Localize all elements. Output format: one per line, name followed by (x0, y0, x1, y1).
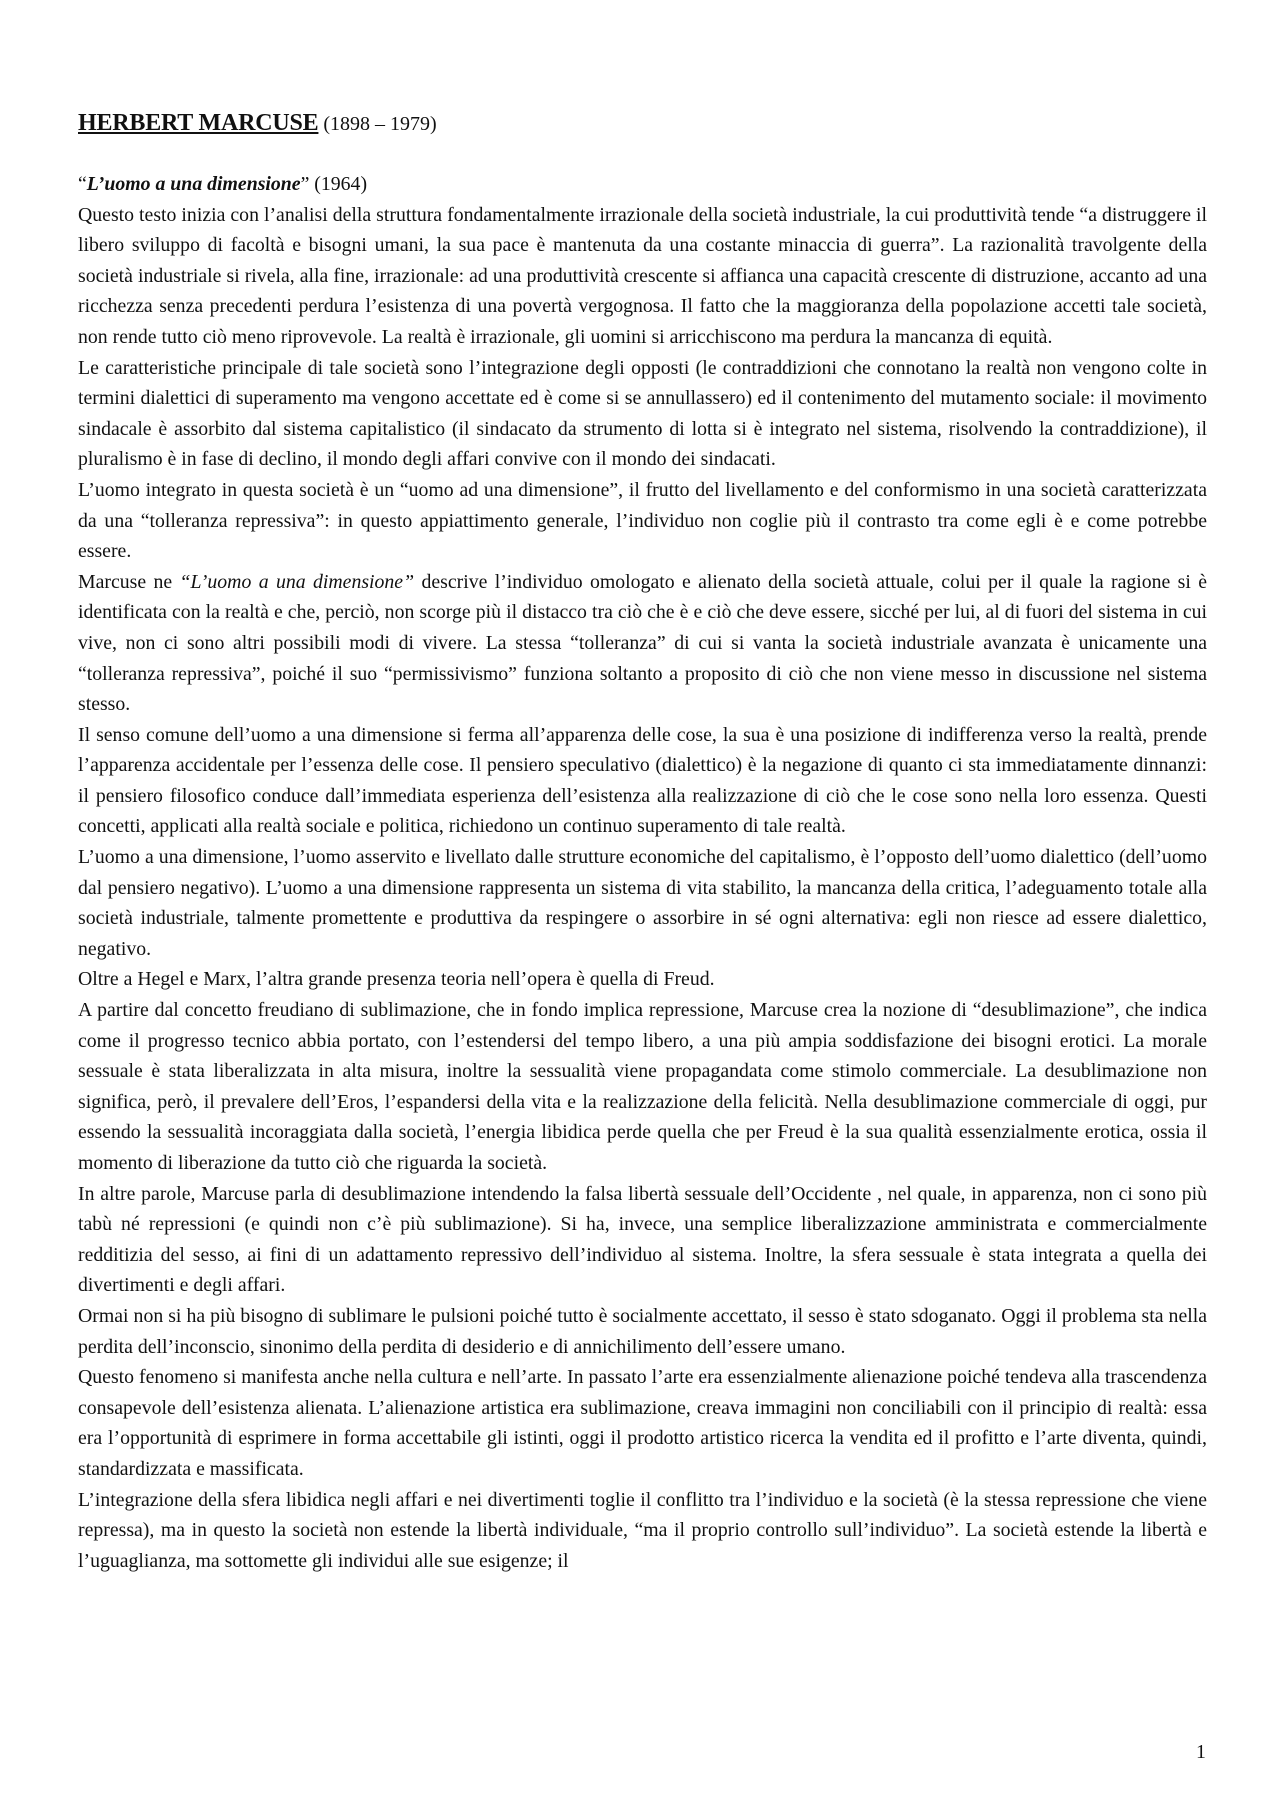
paragraph-3: L’uomo integrato in questa società è un “uomo ad una dimensione”, il frutto del livellamento e del conformismo in una società caratterizzata da una “tolleranza repressiva”: in questo appiattimento generale, l’individuo non coglie più il contrasto tra come egli è e come potrebbe essere. (78, 478, 1207, 563)
paragraph-4-lead: Marcuse ne (78, 570, 180, 593)
paragraph-8: A partire dal concetto freudiano di sublimazione, che in fondo implica repressione, Marcuse crea la nozione di “desublimazione”, che indica come il progresso tecnico abbia portato, con l’estendersi del tempo libero, a una più ampia soddisfazione dei bisogni erotici. La morale sessuale è stata liberalizzata in alta misura, inoltre la sessualità viene propagandata come stimolo commerciale. La desublimazione non significa, però, il prevalere dell’Eros, l’espandersi della vita e la realizzazione della felicità. Nella desublimazione commerciale di oggi, pur essendo la sessualità incoraggiata dalla società, l’energia libidica perde quella che per Freud è la sua qualità essenzialmente erotica, ossia il momento di liberazione da tutto ciò che riguarda la società. (78, 999, 1207, 1174)
author-name: HERBERT MARCUSE (78, 110, 319, 136)
work-title-open-quote: “ (78, 173, 87, 195)
author-years: (1898 – 1979) (323, 113, 437, 135)
paragraph-1: Questo testo inizia con l’analisi della struttura fondamentalmente irrazionale della società industriale, la cui produttività tende “a distruggere il libero sviluppo di facoltà e bisogni umani, la sua pace è mantenuta da una costante minaccia di guerra”. La razionalità travolgente della società industriale si rivela, alla fine, irrazionale: ad una produttività crescente si affianca una capacità crescente di distruzione, accanto ad una ricchezza senza precedenti perdura l’esistenza di una povertà vergognosa. Il fatto che la maggioranza della popolazione accetti tale società, non rende tutto ciò meno riprovevole. La realtà è irrazionale, gli uomini si arricchiscono ma perdura la mancanza di equità. (78, 203, 1207, 348)
paragraph-12: L’integrazione della sfera libidica negli affari e nei divertimenti toglie il conflitto tra l’individuo e la società (è la stessa repressione che viene repressa), ma in questo la società non estende la libertà individuale, “ma il proprio controllo sull’individuo”. La società estende la libertà e l’uguaglianza, ma sottomette gli individui alle sue esigenze; il (78, 1488, 1207, 1572)
work-title-year: ” (1964) (300, 173, 368, 195)
work-title-line (78, 169, 1207, 200)
document-heading (78, 106, 1207, 141)
document-page (78, 106, 1207, 1576)
paragraph-10: Ormai non si ha più bisogno di sublimare le pulsioni poiché tutto è socialmente accettato, il sesso è stato sdoganato. Oggi il problema sta nella perdita dell’inconscio, sinonimo della perdita di desiderio e di annichilimento dell’essere umano. (78, 1304, 1207, 1358)
paragraph-4-italic-title: “L’uomo a una dimensione” (179, 570, 415, 593)
paragraph-4 (78, 567, 1207, 720)
paragraph-9: In altre parole, Marcuse parla di desublimazione intendendo la falsa libertà sessuale dell’Occidente , nel quale, in apparenza, non ci sono più tabù né repressioni (e quindi non c’è più sublimazione). Si ha, invece, una semplice liberalizzazione amministrata e commercialmente redditizia del sesso, ai fini di un adattamento repressivo dell’individuo al sistema. Inoltre, la sfera sessuale è stata integrata a quella dei divertimenti e degli affari. (78, 1182, 1207, 1297)
paragraph-11: Questo fenomeno si manifesta anche nella cultura e nell’arte. In passato l’arte era essenzialmente alienazione poiché tendeva alla trascendenza consapevole dell’esistenza alienata. L’alienazione artistica era sublimazione, creava immagini non conciliabili con il principio di realtà: essa era l’opportunità di esprimere in forma accettabile gli istinti, oggi il prodotto artistico ricerca la vendita ed il profitto e l’arte diventa, quindi, standardizzata e massificata. (78, 1366, 1207, 1480)
page-number: 1 (1196, 1741, 1206, 1763)
paragraph-6: L’uomo a una dimensione, l’uomo asservito e livellato dalle strutture economiche del capitalismo, è l’opposto dell’uomo dialettico (dell’uomo dal pensiero negativo). L’uomo a una dimensione rappresenta un sistema di vita stabilito, la mancanza della critica, l’adeguamento totale alla società industriale, talmente promettente e produttiva da respingere o assorbire in sé ogni alternativa: egli non riesce ad essere dialettico, negativo. (78, 846, 1207, 960)
paragraph-4-rest: descrive l’individuo omologato e alienato della società attuale, colui per il quale la ragione si è identificata con la realtà e che, perciò, non scorge più il distacco tra ciò che è e ciò che deve essere, sicché per lui, al di fuori del sistema in cui vive, non ci sono altri possibili modi di vivere. La stessa “tolleranza” di cui si vanta la società industriale avanzata è unicamente una “tolleranza repressiva”, poiché il suo “permissivismo” funziona soltanto a proposito di ciò che non viene messo in discussione nel sistema stesso. (78, 570, 1208, 716)
paragraph-5: Il senso comune dell’uomo a una dimensione si ferma all’apparenza delle cose, la sua è una posizione di indifferenza verso la realtà, prende l’apparenza accidentale per l’essenza delle cose. Il pensiero speculativo (dialettico) è la negazione di quanto ci sta immediatamente dinnanzi: il pensiero filosofico conduce dall’immediata esperienza dell’esistenza alla realizzazione di ciò che le cose sono nella loro essenza. Questi concetti, applicati alla realtà sociale e politica, richiedono un continuo superamento di tale realtà. (78, 723, 1207, 838)
paragraph-2: Le caratteristiche principale di tale società sono l’integrazione degli opposti (le contraddizioni che connotano la realtà non vengono colte in termini dialettici di superamento ma vengono accettate ed è come si se annullassero) ed il contenimento del mutamento sociale: il movimento sindacale è assorbito dal sistema capitalistico (il sindacato da strumento di lotta si è integrato nel sistema, risolvendo la contraddizione), il pluralismo è in fase di declino, il mondo degli affari convive con il mondo dei sindacati. (78, 356, 1207, 471)
paragraph-7: Oltre a Hegel e Marx, l’altra grande presenza teoria nell’opera è quella di Freud. (78, 968, 715, 991)
work-title: L’uomo a una dimensione (86, 173, 301, 195)
